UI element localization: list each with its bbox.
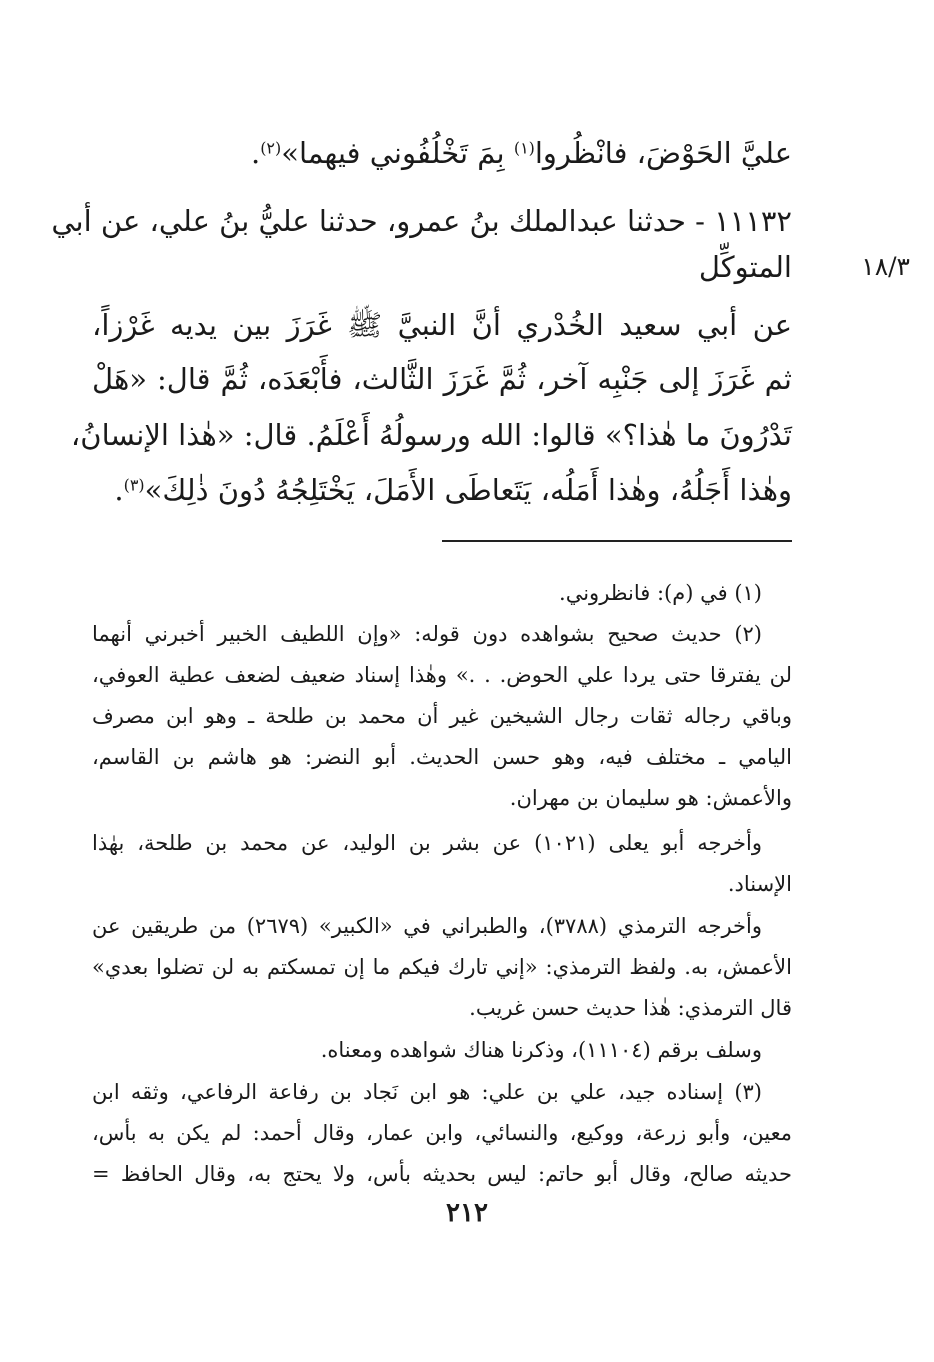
footnote-3-line-1: (٣) إسناده جيد، علي بن علي: هو ابن نَجاد بن رفاعة الرفاعي، وثقه ابن [92,1080,762,1104]
page-number: ٢١٢ [446,1198,488,1228]
footnote-ref-1: (١) [513,138,535,158]
footnote-3-line-2: معين، وأبو زرعة، ووكيع، والنسائي، وابن عمار، وقال أحمد: لم يكن به بأس، [92,1121,792,1145]
main-text-segment: عليَّ الحَوْضَ، فانْظُروا [534,136,792,170]
footnote-2-line-2: لن يفترقا حتى يردا علي الحوض. . .» وهٰذا إسناد ضعيف لضعف عطية العوفي، [92,663,792,687]
footnote-2-line-3: وباقي رجاله ثقات رجال الشيخين غير أن محمد بن طلحة ـ وهو ابن مصرف [92,704,792,728]
footnote-1: (١) في (م): فانظروني. [559,581,762,605]
footnote-ref-3: (٣) [123,475,145,495]
footnote-2-line-4: اليامي ـ مختلف فيه، وهو حسن الحديث. أبو النضر: هو هاشم بن القاسم، [92,745,792,769]
footnote-2-para3-line-2: الأعمش، به. ولفظ الترمذي: «إني تارك فيكم ما إن تمسكتم به لن تضلوا بعدي» [92,955,792,979]
footnote-2-para3-line-1: وأخرجه الترمذي (٣٧٨٨)، والطبراني في «الكبير» (٢٦٧٩) من طريقين عن [92,914,762,938]
main-text-line-continuation [251,136,792,170]
footnote-2-para2-line-2: الإسناد. [727,872,792,896]
main-text-segment: بِمَ تَخْلُفُوني فيهما» [281,136,514,170]
hadith-chain-line-2: المتوكِّل [698,250,792,284]
footnote-2-line-5: والأعمش: هو سليمان بن مهران. [509,786,792,810]
footnote-3-line-3: حديثه صالح، وقال أبو حاتم: ليس بحديثه بأس، ولا يحتج به، وقال الحافظ = [92,1162,792,1186]
hadith-body-line-2: ثم غَرَزَ إلى جَنْبِه آخر، ثُمَّ غَرَزَ الثَّالث، فأَبْعَدَه، ثُمَّ قال: «هَلْ [92,362,793,396]
footnote-2-para2-line-1: وأخرجه أبو يعلى (١٠٢١) عن بشر بن الوليد، عن محمد بن طلحة، بهٰذا [92,831,762,855]
hadith-body-line-1: عن أبي سعيد الخُدْري أنَّ النبيَّ ﷺ غَرَزَ بين يديه غَرْزاً، [92,308,792,342]
punctuation: . [250,136,261,170]
footnote-2-line-1: (٢) حديث صحيح بشواهده دون قوله: «وإن اللطيف الخبير أخبرني أنهما [92,622,762,646]
hadith-body-line-3: تَدْرُونَ ما هٰذا؟» قالوا: الله ورسولُهُ أَعْلَمُ. قال: «هٰذا الإنسانُ، [70,418,792,452]
footnote-2-para4: وسلف برقم (١١١٠٤)، وذكرنا هناك شواهده ومعناه. [320,1038,762,1062]
footnote-separator [442,540,792,542]
volume-page-marker: ١٨/٣ [861,252,910,281]
punctuation: . [114,473,124,507]
hadith-body-line-4 [114,473,792,507]
footnote-2-para3-line-3: قال الترمذي: هٰذا حديث حسن غريب. [469,996,792,1020]
footnote-ref-2: (٢) [260,138,282,158]
hadith-chain-line-1: ١١١٣٢ - حدثنا عبدالملك بنُ عمرو، حدثنا عليُّ بنُ علي، عن أبي [51,204,792,238]
hadith-body-text: وهٰذا أَجَلُهُ، وهٰذا أَمَلُه، يَتَعاطَى الأَمَلَ، يَخْتَلِجُهُ دُونَ ذٰلِكَ» [144,473,792,507]
